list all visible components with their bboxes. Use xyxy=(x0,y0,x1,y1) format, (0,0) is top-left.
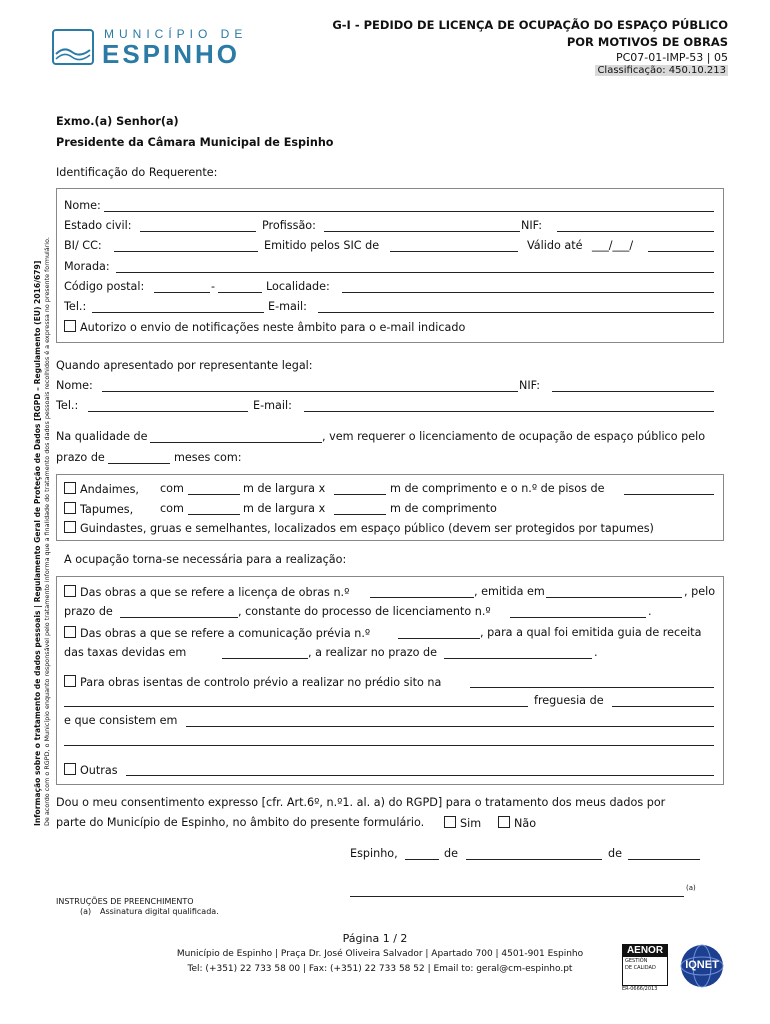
rep-nome-label: Nome: xyxy=(56,379,93,392)
valido-field[interactable] xyxy=(648,251,714,252)
bi-cc-field[interactable] xyxy=(114,251,258,252)
opt2-realizar: , a realizar no prazo de xyxy=(308,646,438,659)
sign-year-field[interactable] xyxy=(628,859,700,860)
espinho-label: Espinho, xyxy=(350,847,398,860)
gdpr-sidebar xyxy=(14,60,50,830)
opt3-row xyxy=(64,675,441,689)
email-field[interactable] xyxy=(318,312,714,313)
consistem-field-2[interactable] xyxy=(64,745,714,746)
na-qualidade-field[interactable] xyxy=(150,442,322,443)
guindastes-label: Guindastes, gruas e semelhantes, localizados em espaço público (devem ser protegidos por tapumes) xyxy=(80,522,654,535)
logo-bottom-text: ESPINHO xyxy=(102,39,241,69)
aenor-code: ER-0666/2013 xyxy=(622,986,658,992)
recipient: Presidente da Câmara Municipal de Espinho xyxy=(56,136,334,149)
morada-label: Morada: xyxy=(64,260,110,273)
estado-civil-field[interactable] xyxy=(140,231,256,232)
sign-month-field[interactable] xyxy=(466,859,602,860)
consent-line1: Dou o meu consentimento expresso [cfr. Art.6º, n.º1. al. a) do RGPD] para o tratamento dos meus dados por xyxy=(56,796,666,809)
na-qualidade-label: Na qualidade de xyxy=(56,430,148,443)
autorizo-label: Autorizo o envio de notificações neste âmbito para o e-mail indicado xyxy=(80,321,466,334)
opt2-label: Das obras a que se refere a comunicação prévia n.º xyxy=(80,627,371,640)
sign-de2: de xyxy=(608,847,622,860)
instructions-item-mark: (a) xyxy=(80,907,92,916)
tapumes-row xyxy=(64,502,133,516)
aenor-title: AENOR xyxy=(622,944,668,957)
opt1-processo: , constante do processo de licenciamento n.º xyxy=(238,605,491,618)
andaimes-label: Andaimes, xyxy=(80,483,139,496)
email-label: E-mail: xyxy=(268,300,307,313)
licenca-processo-field[interactable] xyxy=(510,617,646,618)
representative-heading: Quando apresentado por representante legal: xyxy=(56,359,313,372)
opt4-label: Outras xyxy=(80,764,118,777)
emitido-label: Emitido pelos SIC de xyxy=(264,239,380,252)
signature-field[interactable] xyxy=(350,896,684,897)
sign-day-field[interactable] xyxy=(405,859,439,860)
consent-nao-row xyxy=(498,816,536,830)
tel-field[interactable] xyxy=(92,312,264,313)
bi-cc-label: BI/ CC: xyxy=(64,239,102,252)
andaimes-checkbox[interactable] xyxy=(64,482,76,494)
opt1-pelo: , pelo xyxy=(684,585,716,598)
guindastes-row xyxy=(64,521,654,535)
opt3-freguesia: freguesia de xyxy=(534,694,604,707)
rep-tel-label: Tel.: xyxy=(56,399,79,412)
gdpr-sidebar-svg xyxy=(14,60,50,830)
freguesia-field[interactable] xyxy=(612,706,714,707)
opt1-label: Das obras a que se refere a licença de obras n.º xyxy=(80,586,350,599)
andaimes-pisos-field[interactable] xyxy=(624,494,714,495)
andaimes-comprimento-field[interactable] xyxy=(334,494,386,495)
andaimes-com: com xyxy=(160,482,184,495)
page-number: Página 1 / 2 xyxy=(342,932,408,945)
instructions-item-text: Assinatura digital qualificada. xyxy=(100,907,219,916)
autorizo-checkbox[interactable] xyxy=(64,320,76,332)
iqnet-logo xyxy=(680,944,724,988)
licenca-emitida-field[interactable] xyxy=(546,597,682,598)
nome-field[interactable] xyxy=(104,211,714,212)
sign-de1: de xyxy=(444,847,458,860)
form-title-line1: G-I - PEDIDO DE LICENÇA DE OCUPAÇÃO DO ESPAÇO PÚBLICO xyxy=(332,18,728,32)
tel-label: Tel.: xyxy=(64,300,87,313)
opt1-row xyxy=(64,585,349,599)
tapumes-comprimento-field[interactable] xyxy=(334,514,386,515)
autorizo-row xyxy=(64,320,465,334)
andaimes-largura-field[interactable] xyxy=(188,494,240,495)
consent-sim-checkbox[interactable] xyxy=(444,816,456,828)
aenor-sub2: DE CALIDAD xyxy=(625,965,656,971)
codigo-postal-dash: - xyxy=(211,280,216,293)
emitido-field[interactable] xyxy=(390,251,518,252)
opt2-taxas: das taxas devidas em xyxy=(64,646,187,659)
licenca-numero-field[interactable] xyxy=(370,597,474,598)
tapumes-label: Tapumes, xyxy=(80,503,134,516)
nif-label: NIF: xyxy=(521,219,543,232)
andaimes-row xyxy=(64,482,139,496)
opt2-guia: , para a qual foi emitida guia de receita xyxy=(480,626,702,639)
consistem-field[interactable] xyxy=(186,726,714,727)
aenor-logo xyxy=(622,944,668,990)
tapumes-largura-field[interactable] xyxy=(188,514,240,515)
taxas-data-field[interactable] xyxy=(222,658,308,659)
localidade-field[interactable] xyxy=(342,292,714,293)
licenca-prazo-field[interactable] xyxy=(120,617,238,618)
opt2-period: . xyxy=(594,646,598,659)
opt4-row xyxy=(64,763,118,777)
andaimes-comprimento-text: m de comprimento e o n.º de pisos de xyxy=(390,482,605,495)
vem-requerer-text: , vem requerer o licenciamento de ocupação de espaço público pelo xyxy=(322,430,706,443)
tapumes-com: com xyxy=(160,502,184,515)
prazo-field[interactable] xyxy=(108,463,170,464)
codigo-postal-label: Código postal: xyxy=(64,280,145,293)
opt3-consistem: e que consistem em xyxy=(64,714,178,727)
tapumes-comprimento-text: m de comprimento xyxy=(390,502,497,515)
form-code: PC07-01-IMP-53 | 05 xyxy=(615,51,728,64)
form-title-line2: POR MOTIVOS DE OBRAS xyxy=(566,35,728,49)
instructions-title: INSTRUÇÕES DE PREENCHIMENTO xyxy=(56,897,194,906)
meses-com-text: meses com: xyxy=(174,451,242,464)
opt1-period: . xyxy=(648,605,652,618)
classification-badge: Classificação: 450.10.213 xyxy=(597,65,726,76)
footer-address: Município de Espinho | Praça Dr. José Oliveira Salvador | Apartado 700 | 4501-901 Espinho xyxy=(176,949,584,959)
rep-tel-field[interactable] xyxy=(88,411,248,412)
outras-field[interactable] xyxy=(126,775,714,776)
necessity-heading: A ocupação torna-se necessária para a realização: xyxy=(64,553,347,566)
profissao-label: Profissão: xyxy=(262,219,316,232)
municipio-logo xyxy=(52,24,252,70)
tapumes-checkbox[interactable] xyxy=(64,502,76,514)
morada-field[interactable] xyxy=(116,272,714,273)
opt3-label: Para obras isentas de controlo prévio a realizar no prédio sito na xyxy=(80,676,442,689)
guindastes-checkbox[interactable] xyxy=(64,521,76,533)
consent-nao-checkbox[interactable] xyxy=(498,816,510,828)
rep-nome-field[interactable] xyxy=(102,391,518,392)
licenca-obras-checkbox[interactable] xyxy=(64,585,76,597)
opt2-row xyxy=(64,626,370,640)
footer-contacts: Tel: (+351) 22 733 58 00 | Fax: (+351) 22 733 58 52 | Email to: geral@cm-espinho.pt xyxy=(187,964,573,974)
outras-checkbox[interactable] xyxy=(64,763,76,775)
nif-field[interactable] xyxy=(557,231,714,232)
gdpr-title: Informação sobre o tratamento de dados pessoais | Regulamento Geral de Proteção de Dados [RGPD – Regulamento (EU) 2016/679] xyxy=(33,260,42,826)
valido-label: Válido até xyxy=(527,239,583,252)
profissao-field[interactable] xyxy=(324,231,520,232)
signature-note-mark: (a) xyxy=(686,884,696,892)
tapumes-largura-text: m de largura x xyxy=(243,502,326,515)
valido-slashes[interactable]: ___/___/ xyxy=(592,239,634,252)
consent-nao-label: Não xyxy=(514,817,537,830)
opt1-emitida: , emitida em xyxy=(474,585,545,598)
realizar-prazo-field[interactable] xyxy=(444,658,592,659)
codigo-postal-field-2[interactable] xyxy=(218,292,262,293)
predio-sito-field[interactable] xyxy=(470,687,714,688)
estado-civil-label: Estado civil: xyxy=(64,219,132,232)
applicant-heading: Identificação do Requerente: xyxy=(56,166,218,179)
consent-sim-row xyxy=(444,816,481,830)
rep-nif-field[interactable] xyxy=(552,391,714,392)
gdpr-note: De acordo com o RGPD, o Município enquanto responsável pelo tratamento informa que a finalidade do tratamento dos dados pessoais recolhidos é a expressa no presente formulário. xyxy=(43,237,51,826)
codigo-postal-field-1[interactable] xyxy=(154,292,210,293)
consent-sim-label: Sim xyxy=(460,817,482,830)
rep-nif-label: NIF: xyxy=(519,379,541,392)
andaimes-largura-text: m de largura x xyxy=(243,482,326,495)
rep-email-field[interactable] xyxy=(304,411,714,412)
aenor-sub1: GESTIÓN xyxy=(625,958,648,964)
logo-top-text: MUNICÍPIO DE xyxy=(104,27,248,41)
prazo-label: prazo de xyxy=(56,451,105,464)
rep-email-label: E-mail: xyxy=(253,399,292,412)
nome-label: Nome: xyxy=(64,199,101,212)
comunicacao-previa-checkbox[interactable] xyxy=(64,626,76,638)
isentas-checkbox[interactable] xyxy=(64,675,76,687)
predio-sito-field-2[interactable] xyxy=(64,706,528,707)
iqnet-text: IQNET xyxy=(685,959,719,971)
localidade-label: Localidade: xyxy=(266,280,330,293)
salutation: Exmo.(a) Senhor(a) xyxy=(56,115,179,128)
consent-line2: parte do Município de Espinho, no âmbito do presente formulário. xyxy=(56,816,425,829)
comunicacao-numero-field[interactable] xyxy=(398,638,480,639)
opt1-prazo: prazo de xyxy=(64,605,113,618)
